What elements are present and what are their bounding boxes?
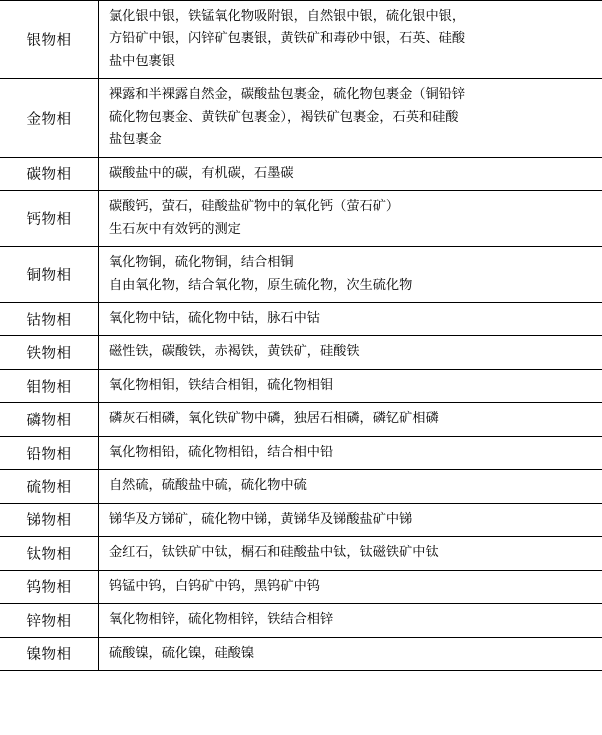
row-description: [99, 604, 602, 637]
table-row: [0, 247, 602, 303]
row-description: [99, 191, 602, 247]
description-line: 钨锰中钨，白钨矿中钨，黑钨矿中钨: [109, 578, 320, 594]
row-category: 碳物相: [0, 157, 99, 190]
description-line: 盐包裹金: [109, 132, 162, 148]
row-category: 银物相: [0, 1, 99, 79]
description-line: 磁性铁，碳酸铁，赤褐铁，黄铁矿，硅酸铁: [109, 344, 360, 360]
description-line: 碳酸盐中的碳，有机碳，石墨碳: [109, 165, 294, 181]
table-row: [0, 157, 602, 190]
description-line: 生石灰中有效钙的测定: [109, 221, 241, 237]
table-row: [0, 604, 602, 637]
description-line: 硫酸镍，硫化镍，硅酸镍: [109, 645, 255, 661]
row-category: 钼物相: [0, 369, 99, 402]
row-category: 锌物相: [0, 604, 99, 637]
row-category: 钨物相: [0, 570, 99, 603]
row-description: [99, 403, 602, 436]
description-line: 盐中包裹银: [109, 53, 175, 69]
description-line: 氧化物相铅，硫化物相铅，结合相中铅: [109, 444, 334, 460]
row-description: [99, 79, 602, 157]
description-line: 磷灰石相磷，氧化铁矿物中磷，独居石相磷，磷钇矿相磷: [109, 411, 439, 427]
row-category: 铅物相: [0, 436, 99, 469]
row-category: 钴物相: [0, 302, 99, 335]
row-category: 金物相: [0, 79, 99, 157]
table-row: [0, 369, 602, 402]
row-description: [99, 503, 602, 536]
row-description: [99, 637, 602, 670]
row-description: [99, 336, 602, 369]
table-row: [0, 637, 602, 670]
row-description: [99, 537, 602, 570]
description-line: 氧化物相锌，硫化物相锌，铁结合相锌: [109, 612, 334, 628]
description-line: 自由氧化物，结合氧化物，原生硫化物，次生硫化物: [109, 277, 413, 293]
description-line: 裸露和半裸露自然金，碳酸盐包裹金，硫化物包裹金（铜铅锌: [109, 87, 466, 103]
description-line: 氯化银中银，铁锰氧化物吸附银，自然银中银，硫化银中银，: [109, 9, 466, 24]
row-category: 钛物相: [0, 537, 99, 570]
description-line: 氧化物中钴，硫化物中钴，脉石中钴: [109, 310, 320, 326]
row-category: 镍物相: [0, 637, 99, 670]
row-description: [99, 470, 602, 503]
row-description: [99, 247, 602, 303]
row-description: [99, 302, 602, 335]
row-description: [99, 369, 602, 402]
description-line: 方铅矿中银，闪锌矿包裹银，黄铁矿和毒砂中银，石英、硅酸: [109, 31, 466, 47]
description-line: 氧化物相钼，铁结合相钼，硫化物相钼: [109, 377, 334, 393]
table-row: [0, 436, 602, 469]
description-line: 硫化物包裹金、黄铁矿包裹金），褐铁矿包裹金，石英和硅酸: [109, 109, 459, 125]
table-row: [0, 79, 602, 157]
table-row: [0, 336, 602, 369]
row-category: 硫物相: [0, 470, 99, 503]
row-category: 锑物相: [0, 503, 99, 536]
row-description: [99, 436, 602, 469]
table-row: [0, 570, 602, 603]
table-row: [0, 537, 602, 570]
row-description: [99, 1, 602, 79]
table-row: [0, 503, 602, 536]
table-body: [0, 1, 602, 671]
table-row: [0, 403, 602, 436]
table-row: [0, 1, 602, 79]
description-line: 金红石，钛铁矿中钛，榍石和硅酸盐中钛，钛磁铁矿中钛: [109, 545, 439, 561]
description-line: 自然硫，硫酸盐中硫，硫化物中硫: [109, 478, 307, 494]
row-category: 磷物相: [0, 403, 99, 436]
table-row: [0, 191, 602, 247]
row-category: 铁物相: [0, 336, 99, 369]
row-description: [99, 570, 602, 603]
description-line: 碳酸钙，萤石，硅酸盐矿物中的氧化钙（萤石矿）: [109, 199, 400, 215]
table-row: [0, 302, 602, 335]
description-line: 锑华及方锑矿，硫化物中锑，黄锑华及锑酸盐矿中锑: [109, 511, 413, 527]
row-description: [99, 157, 602, 190]
row-category: 铜物相: [0, 247, 99, 303]
description-line: 氧化物铜，硫化物铜，结合相铜: [109, 255, 294, 271]
table-row: [0, 470, 602, 503]
row-category: 钙物相: [0, 191, 99, 247]
